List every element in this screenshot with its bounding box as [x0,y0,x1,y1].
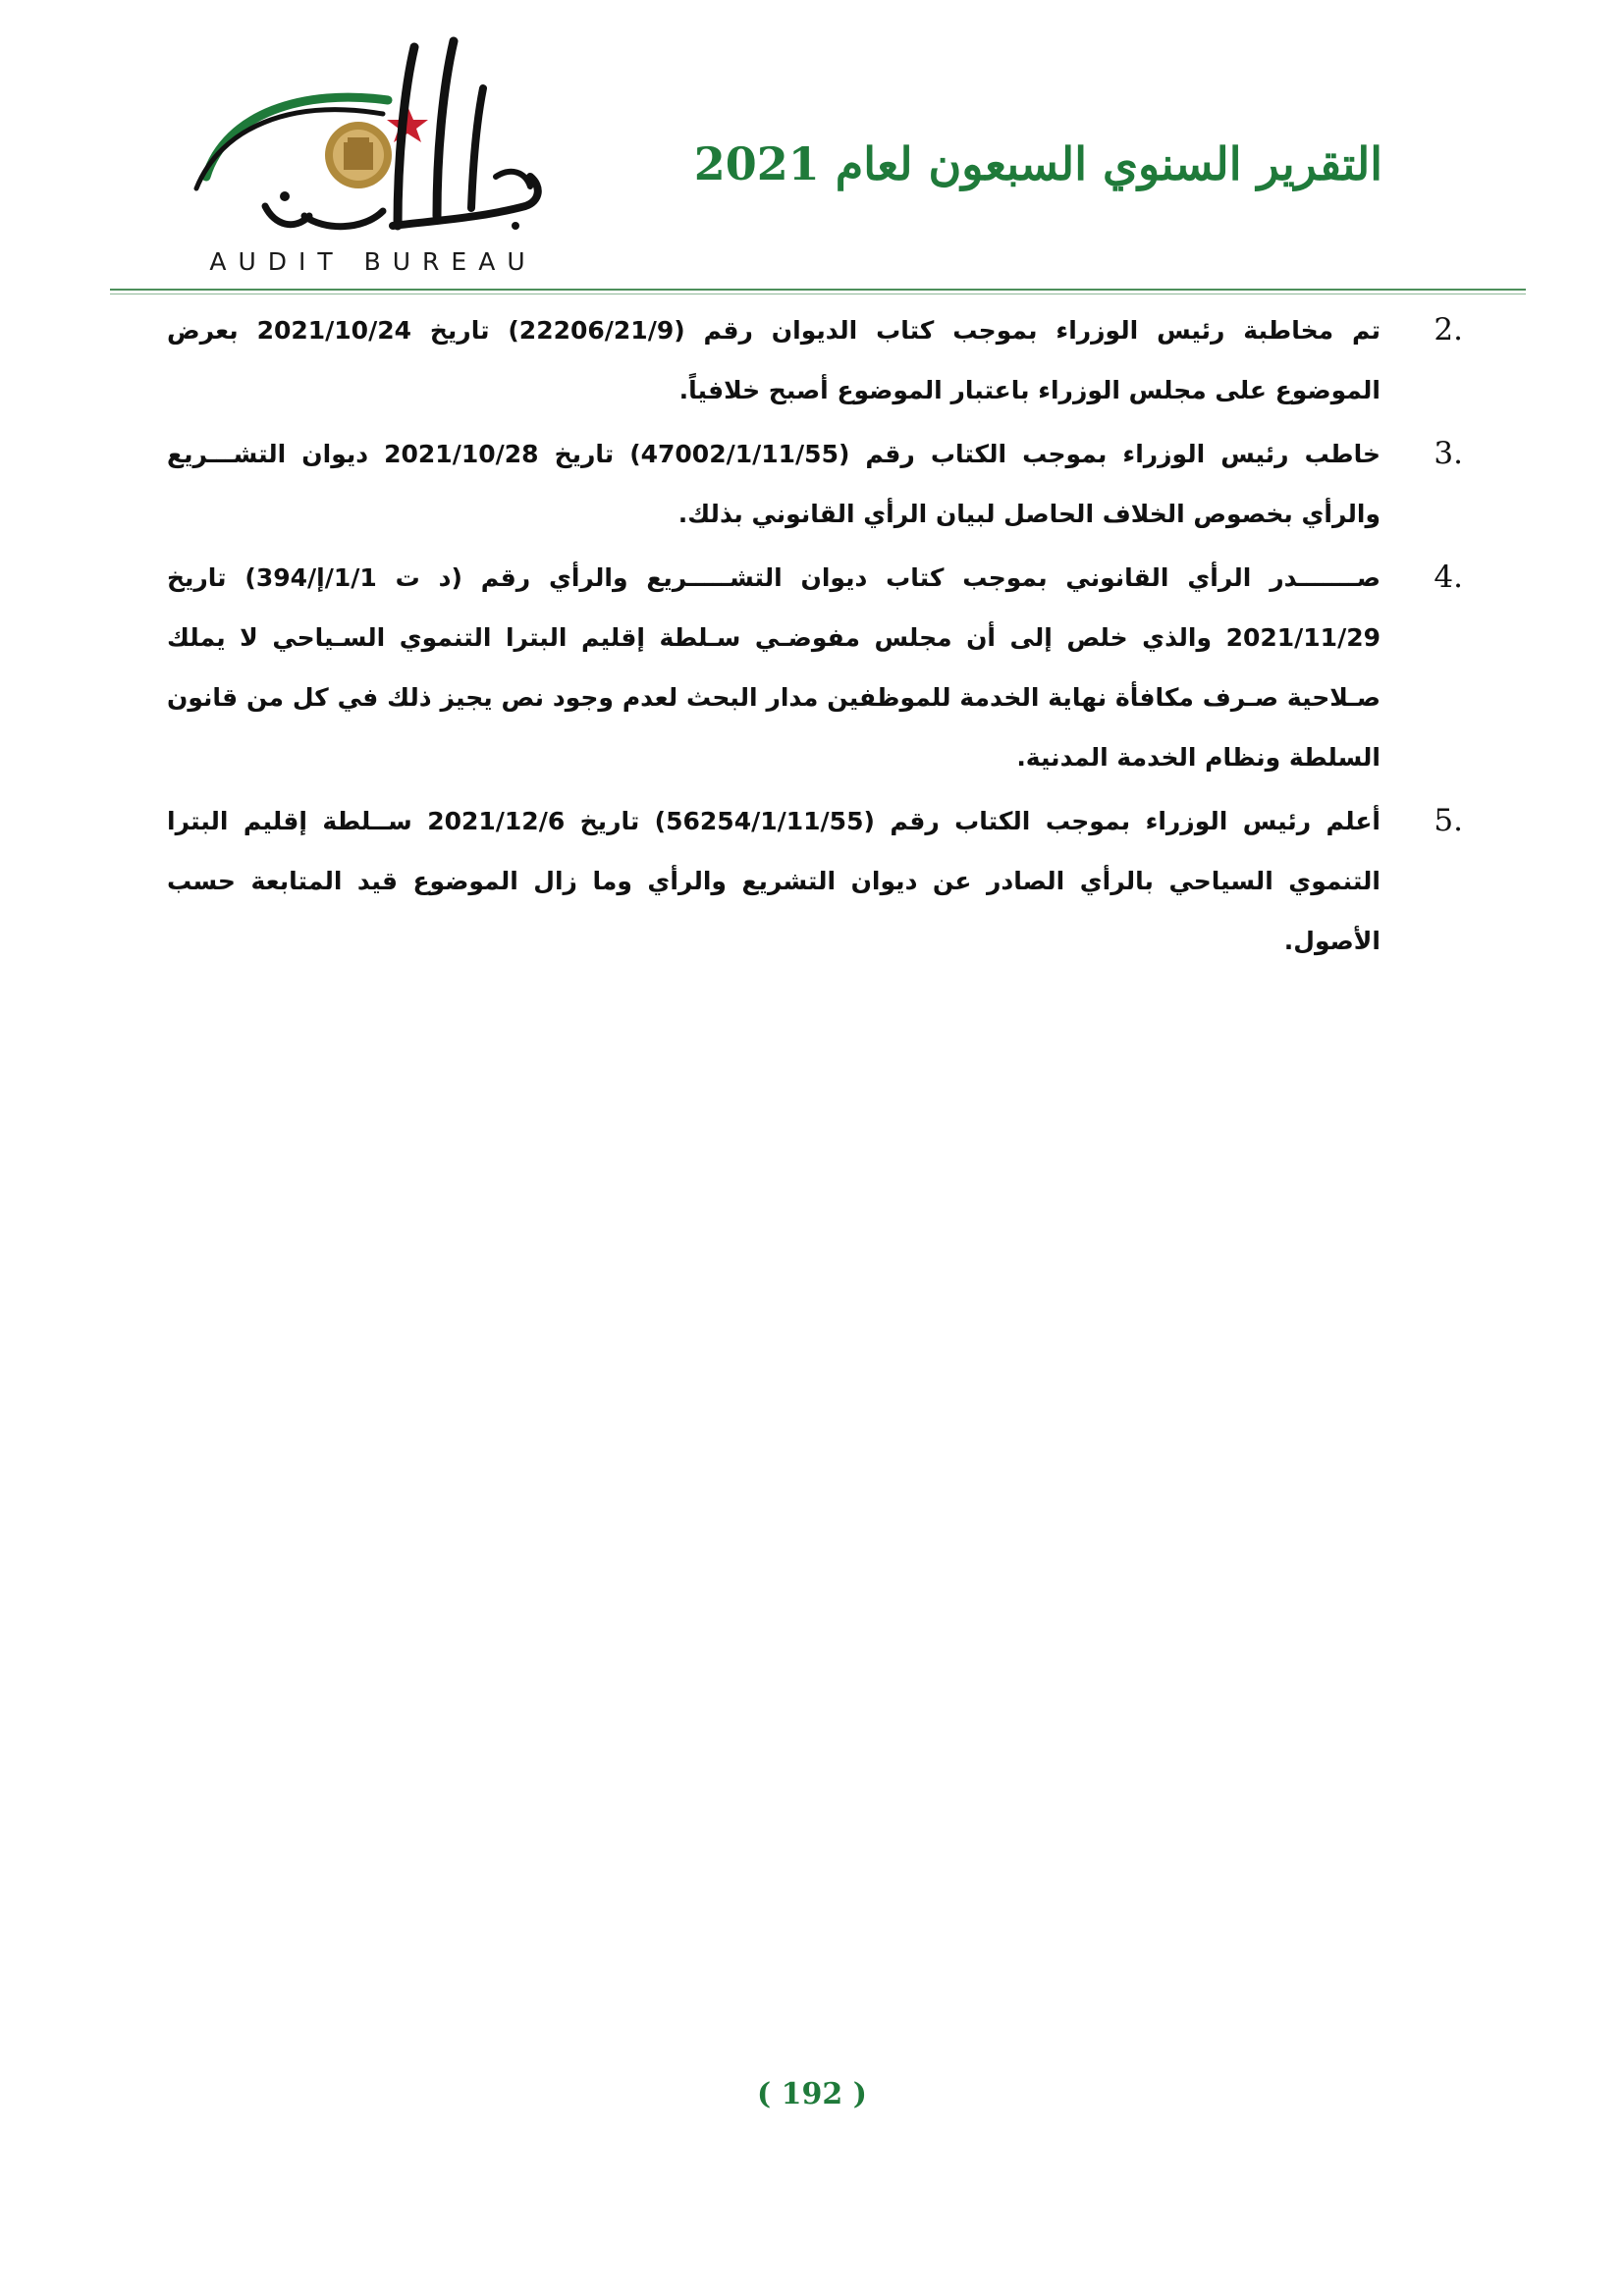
header-divider [110,289,1526,291]
audit-bureau-emblem-icon [187,29,560,255]
report-title: التقرير السنوي السبعون لعام 2021 [693,137,1382,190]
item-text: أعلم رئيس الوزراء بموجب الكتاب رقم (56254/1/11/55) تاريخ 2021/12/6 ســلطة إقليم البترا التنموي السياحي بالرأي الصادر عن ديوان التشريع والرأي وما زال الموضوع قيد المتابعة حسب الأصول. [167,807,1381,955]
page-number: ( 192 ) [757,2077,867,2111]
list-item [167,791,1463,971]
item-text: تم مخاطبة رئيس الوزراء بموجب كتاب الديوان رقم (22206/21/9) تاريخ 2021/10/24 بعرض الموضوع على مجلس الوزراء باعتبار الموضوع أصبح خلافياً. [167,316,1380,404]
item-text: صـــــــدر الرأي القانوني بموجب كتاب ديوان التشـــــريع والرأي رقم (د ت 1/1/إ/394) تاريخ 2021/11/29 والذي خلص إلى أن مجلس مفوضـي سـلطة إقليم البترا التنموي السـياحي لا يملك صـلاحية صـرف مكافأة نهاية الخدمة للموظفين مدار البحث لعدم وجود نص يجيز ذلك في كل من قانون السلطة ونظام الخدمة المدنية. [167,563,1381,772]
item-number: 4. [1434,560,1463,595]
item-number: 2. [1434,312,1463,347]
audit-bureau-logo [187,29,560,276]
list-item [167,424,1463,544]
list-item [167,548,1463,787]
logo-caption: AUDIT BUREAU [209,247,537,276]
report-body [167,300,1463,975]
item-number: 3. [1434,436,1463,471]
item-number: 5. [1434,803,1463,838]
list-item [167,300,1463,420]
page-header [0,0,1624,294]
item-text: خاطب رئيس الوزراء بموجب الكتاب رقم (47002/1/11/55) تاريخ 2021/10/28 ديوان التشـــريع والرأي بخصوص الخلاف الحاصل لبيان الرأي القانوني بذلك. [167,440,1380,528]
